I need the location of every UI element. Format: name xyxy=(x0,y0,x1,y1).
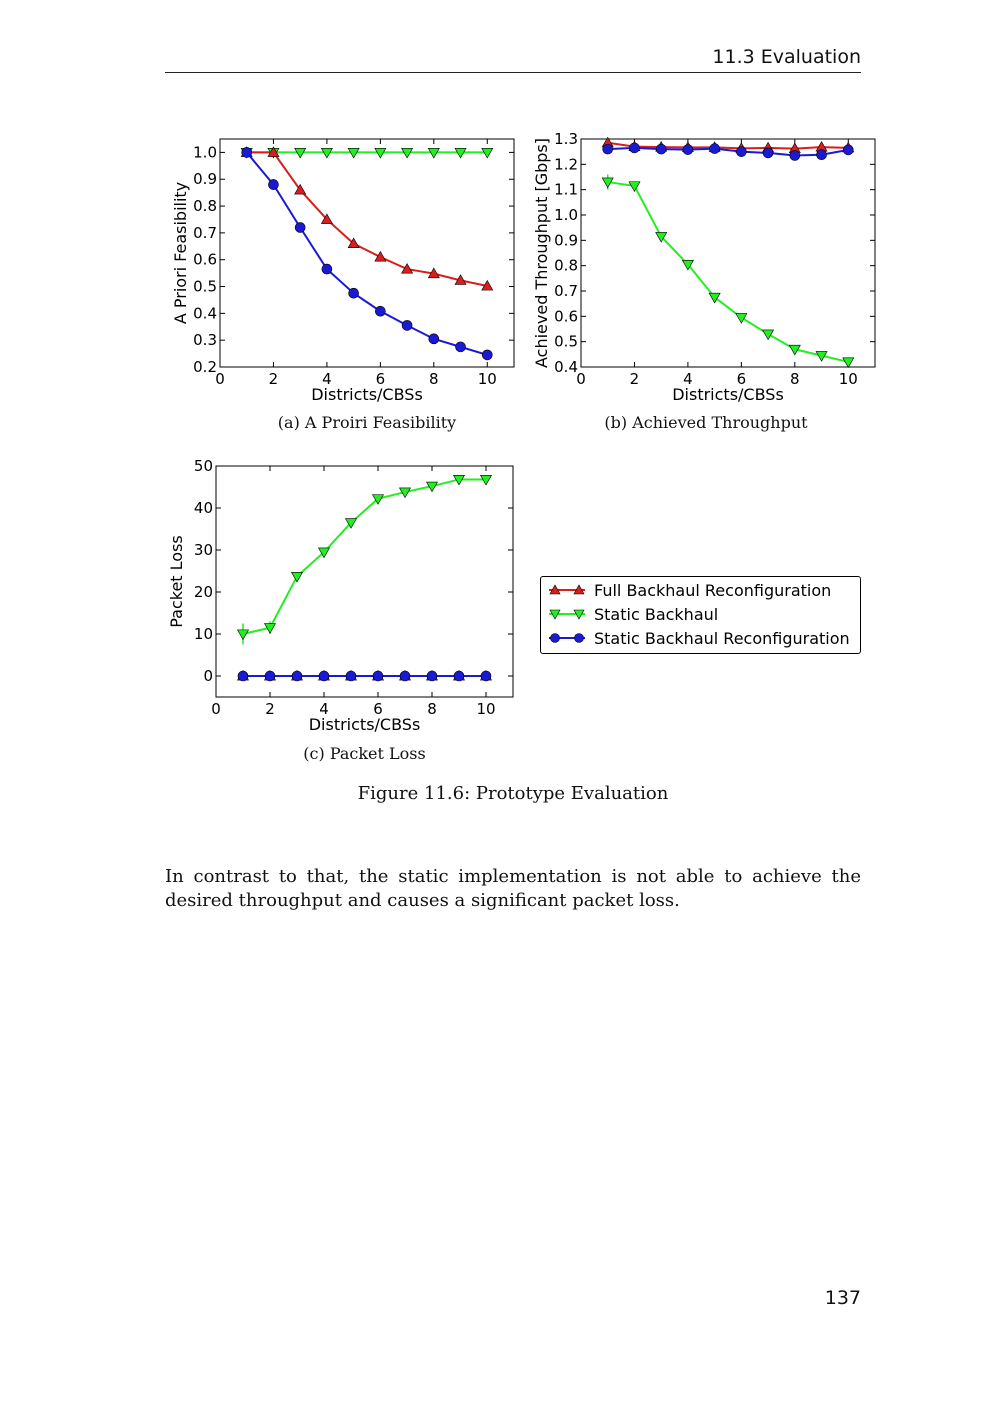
data-point xyxy=(763,148,773,158)
series-static-backhaul xyxy=(238,475,492,644)
y-tick-label: 40 xyxy=(193,499,213,517)
series-line xyxy=(608,182,849,362)
legend-label-full: Full Backhaul Reconfiguration xyxy=(594,580,832,600)
y-axis-label: Packet Loss xyxy=(167,535,186,628)
data-point xyxy=(817,150,827,160)
y-tick-label: 0.9 xyxy=(554,231,578,250)
x-tick-label: 2 xyxy=(629,370,640,388)
data-point xyxy=(710,144,720,154)
subcaption-a: (a) A Proiri Feasibility xyxy=(277,413,457,432)
data-point xyxy=(292,671,302,681)
y-tick-label: 0.4 xyxy=(193,304,217,323)
series-static-backhaul xyxy=(602,174,854,367)
y-axis-label: A Priori Feasibility xyxy=(171,181,190,325)
chart-b-throughput xyxy=(525,128,885,408)
data-point xyxy=(790,150,800,160)
series-line xyxy=(608,148,849,156)
x-tick-label: 8 xyxy=(427,700,437,718)
x-tick-label: 0 xyxy=(211,700,221,718)
data-point xyxy=(349,288,359,298)
figure-caption: Figure 11.6: Prototype Evaluation xyxy=(357,783,669,804)
data-point xyxy=(292,572,303,582)
y-tick-label: 1.2 xyxy=(554,155,578,174)
data-point xyxy=(400,671,410,681)
data-point xyxy=(322,264,332,274)
data-point xyxy=(736,147,746,157)
series-line xyxy=(247,152,488,355)
y-tick-label: 50 xyxy=(193,457,213,475)
y-tick-label: 0.3 xyxy=(193,331,217,350)
y-tick-label: 20 xyxy=(193,583,213,601)
data-point xyxy=(481,671,491,681)
chart-c-packet-loss xyxy=(165,455,525,740)
data-point xyxy=(629,182,640,192)
data-point xyxy=(319,671,329,681)
y-tick-label: 0.6 xyxy=(554,307,578,326)
legend-marker-triangle-up-icon xyxy=(547,580,587,600)
y-tick-label: 1.1 xyxy=(554,180,578,199)
y-tick-label: 0.8 xyxy=(554,256,578,275)
y-tick-label: 10 xyxy=(193,625,213,643)
y-tick-label: 0.2 xyxy=(193,358,217,376)
data-point xyxy=(295,223,305,233)
data-point xyxy=(373,671,383,681)
y-tick-label: 0.4 xyxy=(554,358,578,376)
data-point xyxy=(763,330,774,340)
y-tick-label: 0.5 xyxy=(554,332,578,351)
legend-marker-triangle-down-icon xyxy=(547,604,587,624)
series-static-backhaul-reconfiguration xyxy=(603,143,854,161)
y-tick-label: 1.3 xyxy=(554,130,578,148)
x-tick-label: 4 xyxy=(683,370,693,388)
legend-item-static xyxy=(547,603,718,625)
x-tick-label: 0 xyxy=(215,370,225,388)
legend-label-static-reconf: Static Backhaul Reconfiguration xyxy=(594,628,850,648)
data-point xyxy=(402,320,412,330)
legend-item-full xyxy=(547,579,831,601)
series-static-backhaul-reconfiguration xyxy=(238,671,491,681)
x-tick-label: 6 xyxy=(736,370,747,388)
legend-label-static: Static Backhaul xyxy=(594,604,719,624)
y-tick-label: 0.7 xyxy=(193,223,217,242)
x-tick-label: 4 xyxy=(322,370,332,388)
data-point xyxy=(427,671,437,681)
data-point xyxy=(242,147,252,157)
data-point xyxy=(454,671,464,681)
page-number: 137 xyxy=(824,1287,861,1309)
chart-a-feasibility xyxy=(165,128,525,408)
x-tick-label: 10 xyxy=(477,370,497,388)
data-point xyxy=(736,313,747,323)
series-line xyxy=(243,479,486,634)
data-point xyxy=(268,180,278,190)
series-line xyxy=(247,152,488,286)
body-paragraph: In contrast to that, the static implementation is not able to achieve the desired throughput and causes a significant packet loss. xyxy=(165,866,861,911)
plot-frame xyxy=(581,139,875,367)
legend-marker-circle-icon xyxy=(547,628,587,648)
x-tick-label: 2 xyxy=(268,370,279,388)
x-axis-label: Districts/CBSs xyxy=(308,715,421,734)
x-tick-label: 8 xyxy=(790,370,800,388)
data-point xyxy=(429,334,439,344)
data-point xyxy=(629,143,639,153)
header-rule xyxy=(165,72,861,73)
data-point xyxy=(603,144,613,154)
x-tick-label: 6 xyxy=(373,700,383,718)
x-tick-label: 2 xyxy=(265,700,275,718)
legend-item-static-reconf xyxy=(547,627,850,649)
running-head: 11.3 Evaluation xyxy=(712,46,861,68)
y-tick-label: 0.5 xyxy=(193,277,217,296)
x-tick-label: 6 xyxy=(375,370,386,388)
series-static-backhaul-reconfiguration xyxy=(242,147,493,360)
subcaption-c: (c) Packet Loss xyxy=(303,744,426,763)
subcaption-b: (b) Achieved Throughput xyxy=(604,413,808,432)
data-point xyxy=(346,671,356,681)
data-point xyxy=(482,350,492,360)
x-axis-label: Districts/CBSs xyxy=(311,385,423,404)
y-axis-label: Achieved Throughput [Gbps] xyxy=(532,138,551,368)
legend xyxy=(540,576,861,654)
x-tick-label: 4 xyxy=(319,700,329,718)
x-tick-label: 10 xyxy=(476,700,496,718)
data-point xyxy=(456,342,466,352)
data-point xyxy=(656,144,666,154)
data-point xyxy=(265,671,275,681)
x-tick-label: 10 xyxy=(838,370,858,388)
y-tick-label: 0.8 xyxy=(193,197,217,216)
data-point xyxy=(375,252,386,262)
plot-frame xyxy=(216,466,513,697)
y-tick-label: 30 xyxy=(193,541,213,559)
data-point xyxy=(843,145,853,155)
data-point xyxy=(843,358,854,368)
x-tick-label: 8 xyxy=(429,370,439,388)
series-full-backhaul-reconfiguration xyxy=(241,147,493,290)
data-point xyxy=(238,671,248,681)
y-tick-label: 1.0 xyxy=(193,143,217,162)
y-tick-label: 0 xyxy=(203,667,213,685)
data-point xyxy=(375,306,385,316)
y-tick-label: 0.7 xyxy=(554,282,578,300)
y-tick-label: 0.9 xyxy=(193,170,217,189)
y-tick-label: 1.0 xyxy=(554,206,578,224)
y-tick-label: 0.6 xyxy=(193,250,217,269)
data-point xyxy=(683,145,693,155)
x-tick-label: 0 xyxy=(576,370,586,388)
x-axis-label: Districts/CBSs xyxy=(672,385,784,404)
data-point xyxy=(238,630,249,640)
